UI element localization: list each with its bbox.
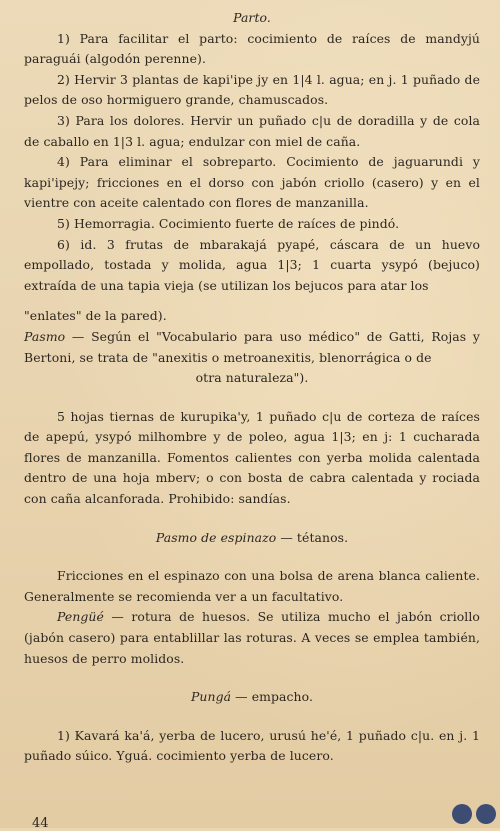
espinazo-remedy: Fricciones en el espinazo con una bolsa de arena blanca caliente. Generalmente se recomienda ver a un facultativo. [24, 568, 480, 604]
viewer-controls [452, 804, 496, 824]
parto-item-1: 1) Para facilitar el parto: cocimiento de raíces de mandyjú paraguái (algodón perenne). [24, 30, 480, 67]
heading-pasmo-espinazo: Pasmo de espinazo — tétanos. [155, 529, 349, 545]
document-body [24, 8, 480, 767]
heading-punga: Pungá — empacho. [191, 689, 313, 705]
punga-item-1: 1) Kavará ka'á, yerba de lucero, urusú he'é, 1 puñado c|u. en j. 1 puñado súico. Yguá. cocimiento yerba de lucero. [24, 727, 480, 764]
heading-parto: Parto. [233, 10, 271, 25]
parto-item-2: 2) Hervir 3 plantas de kapi'ipe jy en 1|4 l. agua; en j. 1 puñado de pelos de oso hormiguero grande, chamuscados. [24, 71, 480, 108]
page-number: 44 [32, 816, 49, 831]
pasmo-remedy: 5 hojas tiernas de kurupika'y, 1 puñado c|u de corteza de raíces de apepú, ysypó milhombre y de poleo, agua 1|3; en j: 1 cucharada flores de manzanilla. Fomentos calientes con yerba molida calentada dentro de una hoja mberv; o con bosta de cabra calentada y rociada con caña alcanforada. Prohibido: sandías. [24, 408, 480, 507]
parto-item-5: 5) Hemorragia. Cocimiento fuerte de raíces de pindó. [57, 215, 400, 231]
pasmo-definition: Pasmo — Según el "Vocabulario para uso médico" de Gatti, Rojas y Bertoni, se trata de "anexitis o metroanexitis, blenorrágica o de [24, 328, 480, 365]
parto-item-3: 3) Para los dolores. Hervir un puñado c|u de doradilla y de cola de caballo en 1|3 l. agua; endulzar con miel de caña. [24, 112, 480, 149]
parto-continuation: "enlates" de la pared). [24, 308, 167, 324]
viewer-circle-icon[interactable] [452, 804, 472, 824]
pasmo-term: Pasmo [24, 328, 66, 344]
pasmo-definition-end: otra naturaleza"). [195, 370, 309, 386]
pengue-term: Pengüé [57, 609, 104, 625]
pengue-entry: Pengüé — rotura de huesos. Se utiliza mucho el jabón criollo (jabón casero) para entablillar las roturas. A veces se emplea también, huesos de perro molidos. [24, 609, 480, 666]
parto-item-6: 6) id. 3 frutas de mbarakajá pyapé, cáscara de un huevo empollado, tostada y molida, agua 1|3; 1 cuarta ysypó (bejuco) extraída de una tapia vieja (se utilizan los bejucos para atar los [24, 236, 480, 293]
parto-item-4: 4) Para eliminar el sobreparto. Cocimiento de jaguarundi y kapi'ipejy; fricciones en el dorso con jabón criollo (casero) y en el vientre con aceite calentado con flores de manzanilla. [24, 154, 480, 211]
viewer-circle-icon[interactable] [476, 804, 496, 824]
